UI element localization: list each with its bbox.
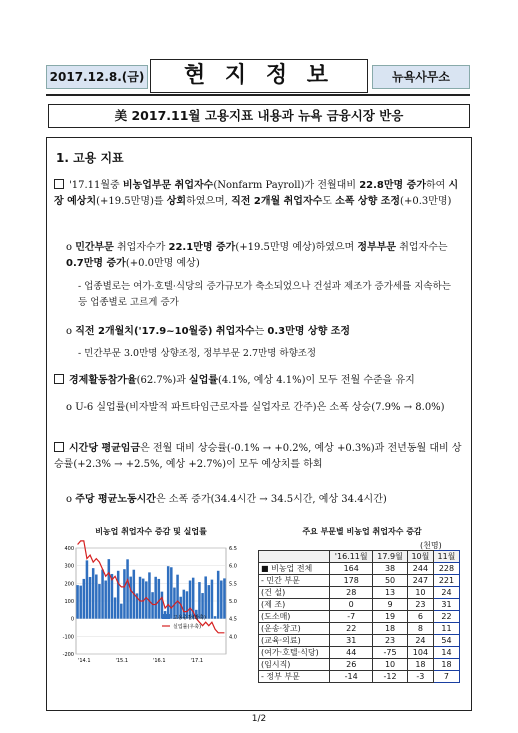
table-cell: 247 <box>407 575 433 587</box>
table-cell: 7 <box>433 671 459 683</box>
table-cell: 24 <box>407 635 433 647</box>
table-cell: 23 <box>407 599 433 611</box>
table-cell: 28 <box>330 587 373 599</box>
legend-label-line: 실업률(우축) <box>173 624 202 630</box>
office-name: 뉴욕사무소 <box>372 65 470 89</box>
bar <box>76 585 79 619</box>
bar <box>83 579 86 619</box>
bar <box>208 585 211 619</box>
table-cell: 22 <box>433 611 459 623</box>
bar <box>204 576 207 618</box>
y-left-tick-label: 0 <box>70 616 74 623</box>
circle-bullet-icon: o <box>66 494 76 505</box>
legend-label-bar: 고용증감(좌축) <box>173 615 206 621</box>
table-row <box>259 575 460 587</box>
table-row <box>259 647 460 659</box>
bar <box>101 570 104 619</box>
bar <box>148 572 151 618</box>
bar <box>145 581 148 618</box>
table-header-cell: '16.11월 <box>330 551 373 563</box>
x-tick-label: '17.1 <box>190 658 204 664</box>
table-cell: 164 <box>330 563 373 575</box>
table-cell: -75 <box>373 647 408 659</box>
bar <box>95 575 98 619</box>
table-row <box>259 611 460 623</box>
table-header-cell: 10월 <box>407 551 433 563</box>
y-right-tick-label: 5.5 <box>229 581 237 588</box>
table-unit: (천명) <box>420 541 442 550</box>
left-axis-ticks <box>63 546 74 658</box>
table-cell: (건 설) <box>259 587 330 599</box>
bar <box>142 579 145 619</box>
circle-bullet-icon: o <box>66 402 76 413</box>
bar <box>139 577 142 619</box>
y-left-tick-label: 400 <box>64 546 74 552</box>
table-row <box>259 599 460 611</box>
table-row <box>259 659 460 671</box>
table-cell: -14 <box>330 671 373 683</box>
table-cell: -7 <box>330 611 373 623</box>
bar <box>214 616 217 618</box>
table-header-cell: 17.9월 <box>373 551 408 563</box>
table-cell: 31 <box>330 635 373 647</box>
bar <box>158 579 161 619</box>
table-cell: 244 <box>407 563 433 575</box>
employment-table <box>258 550 460 683</box>
table-cell: (여가·호텔·식당) <box>259 647 330 659</box>
table-cell: 10 <box>373 659 408 671</box>
employment-chart <box>52 540 250 670</box>
table-cell: 19 <box>373 611 408 623</box>
y-left-tick-label: 300 <box>64 563 74 570</box>
table-cell: 0 <box>330 599 373 611</box>
bar <box>117 571 120 619</box>
table-cell: - 정부 부문 <box>259 671 330 683</box>
table-cell: (임시직) <box>259 659 330 671</box>
bar <box>111 574 114 619</box>
table-cell: 23 <box>373 635 408 647</box>
table-cell: 26 <box>330 659 373 671</box>
report-title: 현 지 정 보 <box>150 59 368 93</box>
bar <box>114 597 117 618</box>
header-rule <box>46 94 470 96</box>
square-bullet-icon <box>54 442 64 452</box>
table-cell: 54 <box>433 635 459 647</box>
bar <box>151 592 154 619</box>
table-cell: 18 <box>407 659 433 671</box>
table-title: 주요 부문별 비농업 취업자수 증감 <box>302 527 422 536</box>
table-row <box>259 671 460 683</box>
table-cell: (교육·의료) <box>259 635 330 647</box>
para-industry: - 업종별로는 여가·호텔·식당의 증가규모가 축소되었으나 건설과 제조가 증가세를 지속하는 등 업종별로 고르게 증가 <box>78 281 451 308</box>
table-cell: 38 <box>373 563 408 575</box>
bar <box>108 559 111 619</box>
table-cell: 9 <box>373 599 408 611</box>
table-row <box>259 635 460 647</box>
table-row <box>259 563 460 575</box>
right-axis-ticks <box>229 546 237 640</box>
table-cell: 178 <box>330 575 373 587</box>
legend-swatch-bar <box>162 614 170 619</box>
y-left-tick-label: -100 <box>62 634 74 641</box>
bar <box>129 577 132 619</box>
bar <box>223 578 226 618</box>
bar <box>154 577 157 619</box>
circle-bullet-icon: o <box>66 326 76 337</box>
para-revision: o 직전 2개월치('17.9~10월중) 취업자수는 0.3만명 상향 조정 <box>66 326 351 337</box>
bar <box>211 580 214 619</box>
bar <box>86 560 89 618</box>
table-cell: 31 <box>433 599 459 611</box>
para-nonfarm: '17.11월중 비농업부문 취업자수(Nonfarm Payroll)가 전월대비 22.8만명 증가하여 시장 예상치(+19.5만명)를 상회하였으며, 직전 2개월 취업자수도 소폭 상향 조정(+0.3만명) <box>54 180 459 207</box>
table-cell: 50 <box>373 575 408 587</box>
bar <box>189 581 192 619</box>
table-cell: 10 <box>407 587 433 599</box>
table-cell: 14 <box>433 647 459 659</box>
table-cell: (제 조) <box>259 599 330 611</box>
para-wage: 시간당 평균임금은 전월 대비 상승률(-0.1% → +0.2%, 예상 +0.3%)과 전년동월 대비 상승률(+2.3% → +2.5%, 예상 +2.7%)이 모두 예상치를 하회 <box>54 443 462 470</box>
table-cell: 221 <box>433 575 459 587</box>
table-cell: 8 <box>407 623 433 635</box>
bar <box>170 567 173 618</box>
x-tick-label: '16.1 <box>153 658 166 664</box>
bar <box>123 569 126 618</box>
y-right-tick-label: 4.0 <box>229 634 237 641</box>
table-cell: 18 <box>373 623 408 635</box>
bar <box>104 581 107 619</box>
bar <box>98 584 101 619</box>
circle-bullet-icon: o <box>66 242 76 253</box>
report-date: 2017.12.8.(금) <box>46 65 148 89</box>
table-row <box>259 587 460 599</box>
table-cell: 24 <box>433 587 459 599</box>
dash-bullet-icon: - <box>78 348 85 359</box>
table-row <box>259 623 460 635</box>
table-header-row <box>259 551 460 563</box>
para-private-public: o 민간부문 취업자수가 22.1만명 증가(+19.5만명 예상)하였으며 정부부문 취업자수는 0.7만명 증가(+0.0만명 예상) <box>66 242 448 269</box>
bar <box>126 559 129 618</box>
bar <box>220 581 223 619</box>
table-cell: 22 <box>330 623 373 635</box>
x-tick-label: '15.1 <box>115 658 129 664</box>
bar <box>89 577 92 619</box>
table-cell: 11 <box>433 623 459 635</box>
square-bullet-icon <box>54 179 64 189</box>
bar <box>92 568 95 619</box>
table-cell: 44 <box>330 647 373 659</box>
section-title: 1. 고용 지표 <box>56 151 124 165</box>
table-header-cell: 11월 <box>433 551 459 563</box>
table-header-cell <box>259 551 330 563</box>
subject-box: 美 2017.11월 고용지표 내용과 뉴욕 금융시장 반응 <box>48 104 470 128</box>
table-cell: (운송·창고) <box>259 623 330 635</box>
table-cell: -3 <box>407 671 433 683</box>
y-right-tick-label: 4.5 <box>229 616 237 623</box>
table-cell: - 민간 부문 <box>259 575 330 587</box>
bar <box>120 604 123 619</box>
table-cell: 104 <box>407 647 433 659</box>
page-number: 1/2 <box>251 714 267 724</box>
y-left-tick-label: 200 <box>64 581 74 588</box>
bar <box>79 586 82 619</box>
dash-bullet-icon: - <box>78 281 85 292</box>
para-revision-detail: - 민간부문 3.0만명 상향조정, 정부부문 2.7만명 하향조정 <box>78 348 317 359</box>
bar <box>176 575 179 619</box>
chart-title: 비농업 취업자수 증감 및 실업률 <box>95 527 207 536</box>
y-left-tick-label: 100 <box>64 599 74 605</box>
y-left-tick-label: -200 <box>62 652 74 658</box>
table-cell: 228 <box>433 563 459 575</box>
bar <box>198 582 201 619</box>
y-right-tick-label: 6.5 <box>229 546 237 552</box>
table-cell: 6 <box>407 611 433 623</box>
square-bullet-icon <box>54 374 64 384</box>
x-axis-ticks <box>78 658 203 664</box>
table-cell: -12 <box>373 671 408 683</box>
para-participation: 경제활동참가율(62.7%)과 실업률(4.1%, 예상 4.1%)이 모두 전월 수준을 유지 <box>54 373 462 389</box>
table-cell: ■ 비농업 전체 <box>259 563 330 575</box>
table-cell: 13 <box>373 587 408 599</box>
y-right-tick-label: 6.0 <box>229 563 237 570</box>
para-u6: o U-6 실업률(비자발적 파트타임근로자를 실업자로 간주)은 소폭 상승(7.9% → 8.0%) <box>66 402 445 413</box>
table-cell: (도소매) <box>259 611 330 623</box>
table-cell: 18 <box>433 659 459 671</box>
x-tick-label: '14.1 <box>78 658 91 664</box>
bar <box>217 571 220 619</box>
para-hours: o 주당 평균노동시간은 소폭 증가(34.4시간 → 34.5시간, 예상 34.4시간) <box>66 494 387 505</box>
y-right-tick-label: 5.0 <box>229 599 237 605</box>
bar <box>167 566 170 618</box>
